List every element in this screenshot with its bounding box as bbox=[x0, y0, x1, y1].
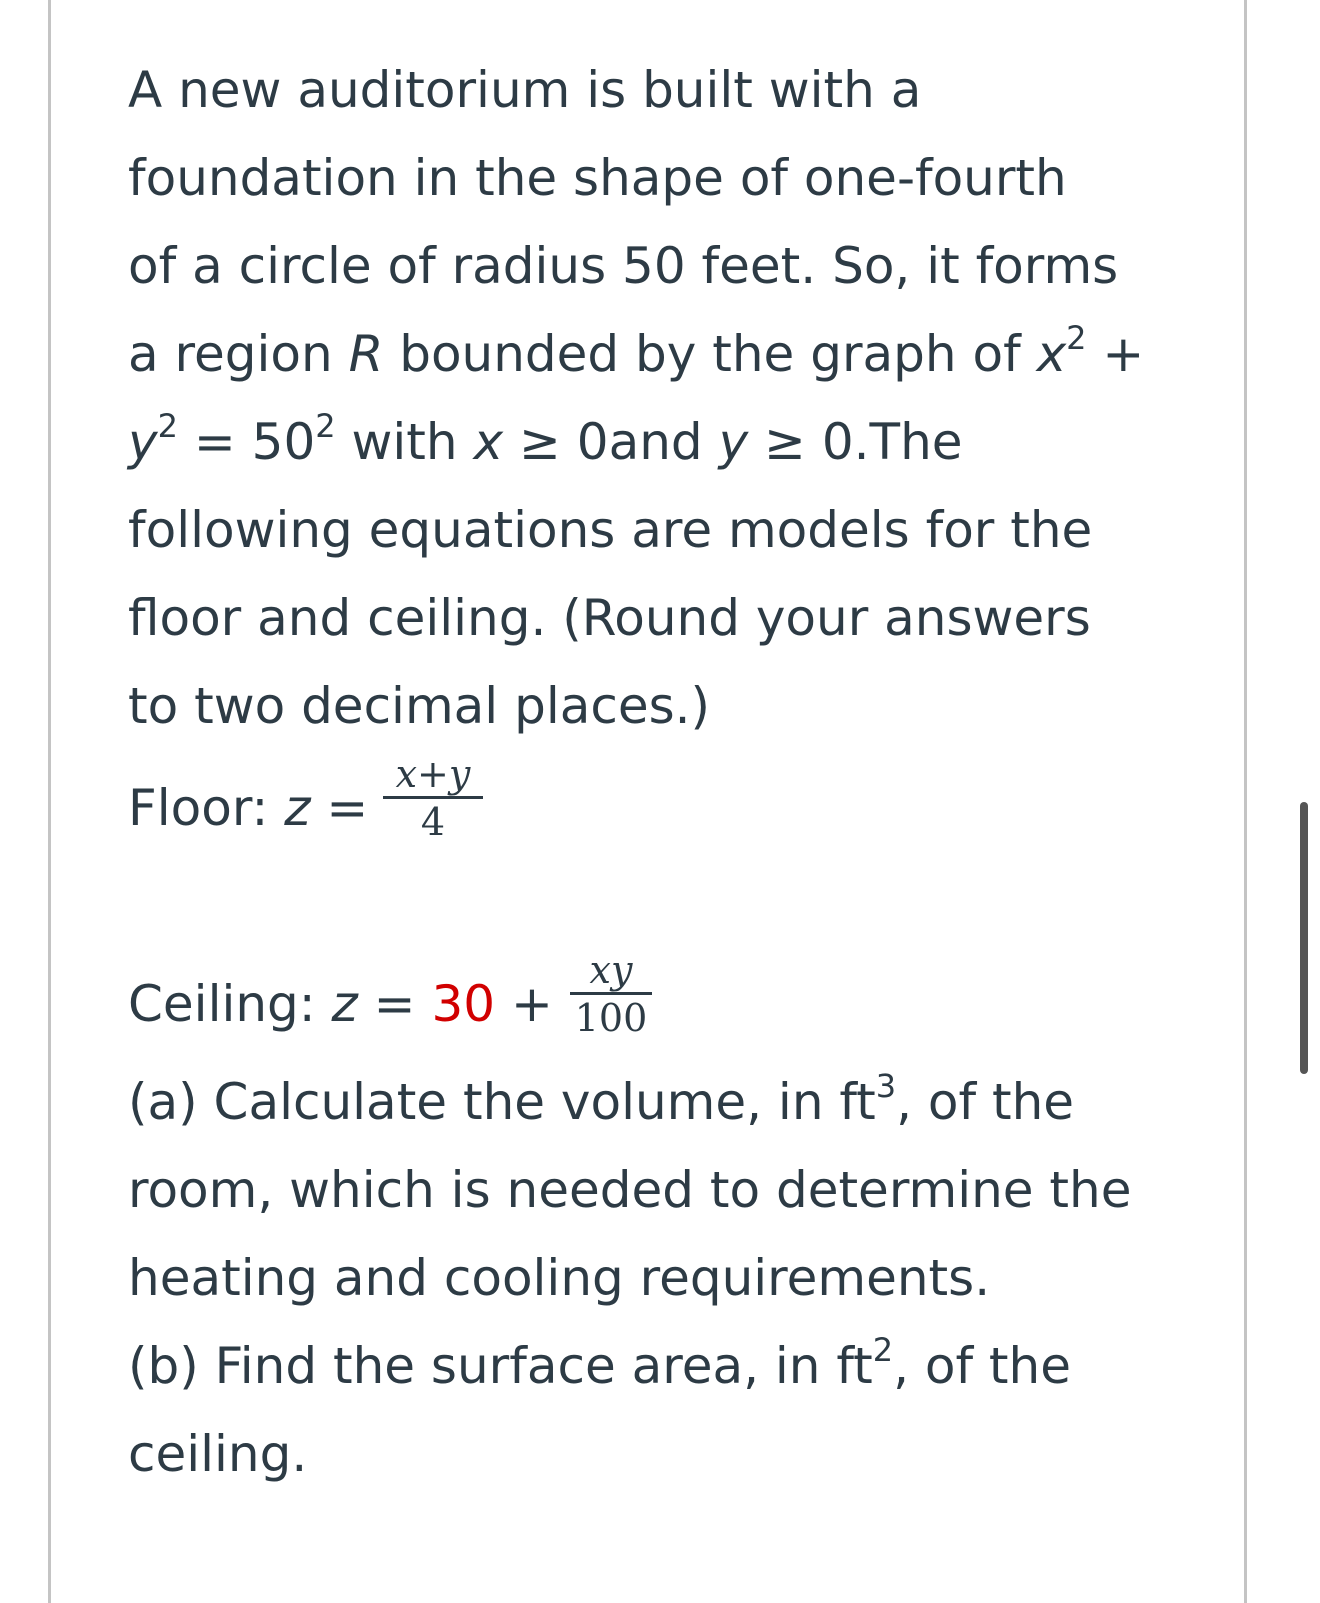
ceiling-equals: = bbox=[357, 975, 432, 1033]
floor-z-variable: z bbox=[284, 779, 311, 837]
part-a-text-end: , of the bbox=[896, 1073, 1075, 1131]
radius-exponent: 2 bbox=[315, 407, 336, 445]
part-a-line-1 bbox=[128, 1058, 1218, 1146]
part-b-line-1 bbox=[128, 1322, 1218, 1410]
x-exponent: 2 bbox=[1066, 319, 1087, 357]
part-a-line-3: heating and cooling requirements. bbox=[128, 1249, 991, 1307]
question-text bbox=[128, 46, 1218, 1498]
floor-denominator: 4 bbox=[420, 800, 446, 844]
right-border bbox=[1244, 0, 1247, 1603]
models-line-1: following equations are models for the bbox=[128, 501, 1093, 559]
intro-line-1: A new auditorium is built with a bbox=[128, 61, 922, 119]
region-line bbox=[128, 310, 1218, 398]
floor-numerator: x+y bbox=[395, 752, 471, 796]
region-text-a: a region bbox=[128, 325, 349, 383]
floor-equation bbox=[128, 750, 1218, 870]
floor-label bbox=[128, 778, 368, 838]
ceiling-denominator: 100 bbox=[574, 996, 648, 1040]
models-line-2: floor and ceiling. (Round your answers bbox=[128, 589, 1091, 647]
part-b-exponent: 2 bbox=[872, 1331, 894, 1369]
intro-line-2: foundation in the shape of one-fourth bbox=[128, 149, 1067, 207]
with-text: with bbox=[335, 413, 474, 471]
plus-sign: + bbox=[1086, 325, 1145, 383]
scrollbar[interactable] bbox=[1300, 802, 1308, 1074]
x-condition-text: ≥ 0and bbox=[503, 413, 719, 471]
ceiling-plus: + bbox=[495, 975, 553, 1033]
part-a-text: (a) Calculate the volume, in ft bbox=[128, 1073, 876, 1131]
y-condition-text: ≥ 0.The bbox=[748, 413, 963, 471]
part-a-exponent: 3 bbox=[875, 1067, 897, 1105]
ceiling-fraction bbox=[570, 948, 652, 1041]
equation-spacer bbox=[128, 870, 1218, 946]
x-variable: x bbox=[1036, 325, 1067, 383]
y-exponent: 2 bbox=[157, 407, 178, 445]
ceiling-constant: 30 bbox=[431, 975, 496, 1033]
floor-label-text: Floor: bbox=[128, 779, 285, 837]
x-condition-variable: x bbox=[473, 413, 504, 471]
part-b-text: (b) Find the surface area, in ft bbox=[128, 1337, 873, 1395]
left-border bbox=[48, 0, 51, 1603]
models-line-3: to two decimal places.) bbox=[128, 677, 711, 735]
intro-line-3: of a circle of radius 50 feet. So, it forms bbox=[128, 237, 1119, 295]
ceiling-z-variable: z bbox=[331, 975, 358, 1033]
radius-text: = 50 bbox=[177, 413, 316, 471]
ceiling-label-text: Ceiling: bbox=[128, 975, 332, 1033]
y-variable: y bbox=[128, 413, 158, 471]
part-b-line-2: ceiling. bbox=[128, 1425, 308, 1483]
floor-equals: = bbox=[310, 779, 369, 837]
y-condition-variable: y bbox=[718, 413, 749, 471]
region-text-b: bounded by the graph of bbox=[383, 325, 1037, 383]
part-a-line-2: room, which is needed to determine the bbox=[128, 1161, 1132, 1219]
floor-fraction bbox=[383, 752, 483, 845]
circle-equation-line bbox=[128, 398, 1218, 486]
ceiling-equation bbox=[128, 946, 1218, 1058]
ceiling-label bbox=[128, 974, 553, 1034]
region-variable: R bbox=[348, 325, 384, 383]
part-b-text-end: , of the bbox=[893, 1337, 1071, 1395]
ceiling-numerator: xy bbox=[589, 948, 633, 992]
